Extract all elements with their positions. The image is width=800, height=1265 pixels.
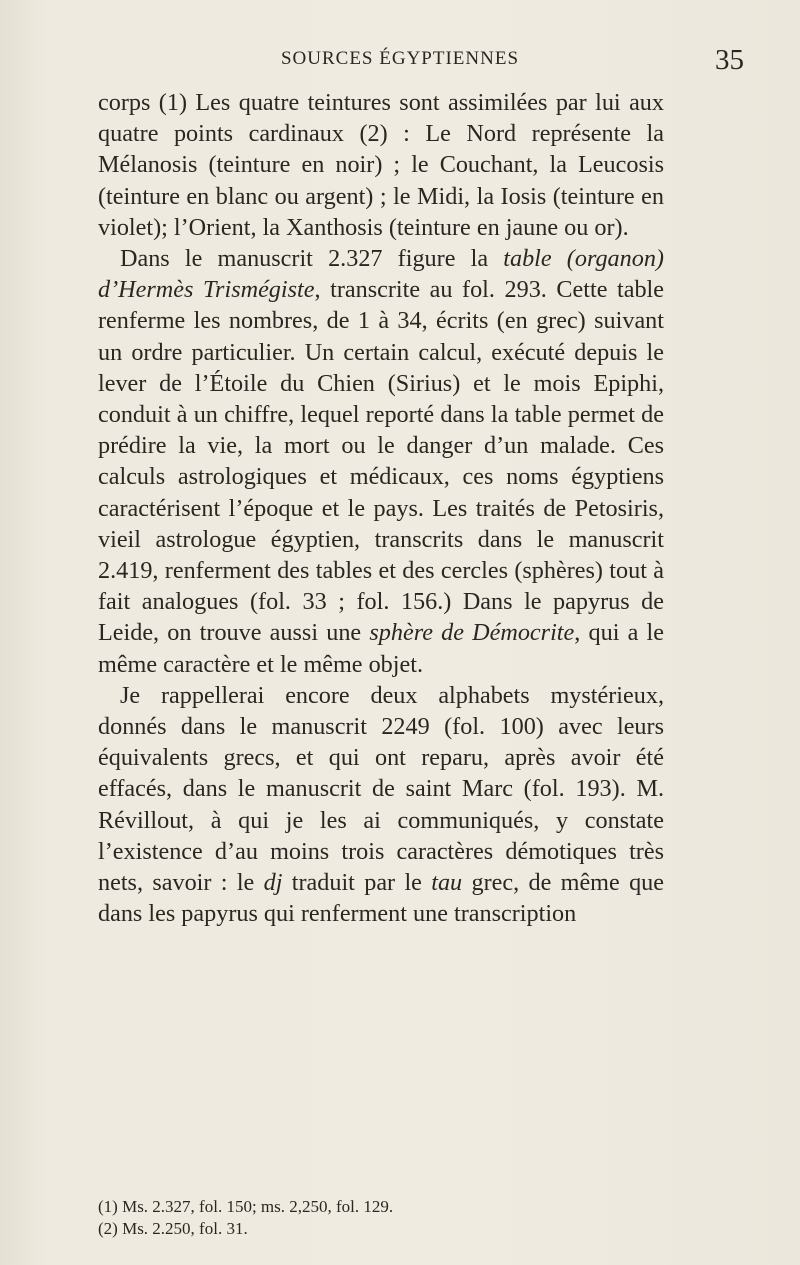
footnotes — [98, 1196, 664, 1240]
paragraph-3-text-b: traduit par le — [282, 869, 432, 897]
paragraph-3 — [98, 680, 664, 930]
running-title: SOURCES ÉGYPTIENNES — [280, 48, 520, 69]
paragraph-2-text-c: , qui a le même caractère et le même objet. — [98, 619, 664, 678]
body-text — [98, 87, 664, 929]
paragraph-3-text-c: grec, de même que dans les papyrus qui renferment une transcription — [98, 869, 664, 928]
paragraph-2 — [98, 243, 664, 680]
paragraph-3-text-a: Je rappellerai encore deux alphabets mystérieux, donnés dans le manuscrit 2249 (fol. 100) avec leurs équivalents grecs, et qui ont reparu, après avoir été effacés, dans le manuscrit de saint Marc (fol. 193). M. Révillout, à qui je les ai communiqués, y constate l’existence d’au moins trois caractères démotiques très nets, savoir : le — [98, 681, 664, 897]
paragraph-2-italic-2: sphère de Démocrite — [369, 619, 575, 647]
footnote-1: (1) Ms. 2.327, fol. 150; ms. 2,250, fol. 129. — [98, 1197, 394, 1216]
paragraph-3-italic-2: tau — [431, 869, 463, 897]
paragraph-3-italic-1: dj — [263, 869, 283, 897]
paragraph-1-text: corps (1) Les quatre teintures sont assimilées par lui aux quatre points cardinaux (2) : Le Nord représente la Mélanosis (teinture en noir) ; le Couchant, la Leucosis (teinture en blanc ou argent) ; le Midi, la Iosis (teinture en violet); l’Orient, la Xanthosis (teinture en jaune ou or). — [98, 89, 664, 241]
footnote-2: (2) Ms. 2.250, fol. 31. — [98, 1219, 248, 1238]
running-head — [60, 44, 744, 76]
paragraph-2-text-a: Dans le manuscrit 2.327 figure la — [120, 245, 504, 273]
page-number: 35 — [715, 44, 744, 76]
paragraph-1 — [98, 87, 664, 243]
paragraph-2-text-b: , transcrite au fol. 293. Cette table renferme les nombres, de 1 à 34, écrits (en grec) suivant un ordre particulier. Un certain calcul, exécuté depuis le lever de l’Étoile du Chien (Sirius) et le mois Epiphi, conduit à un chiffre, lequel reporté dans la table permet de prédire la vie, la mort ou le danger d’un malade. Ces calculs astrologiques et médicaux, ces noms égyptiens caractérisent l’époque et le pays. Les traités de Petosiris, vieil astrologue égyptien, transcrits dans le manuscrit 2.419, renferment des tables et des cercles (sphères) tout à fait analogues (fol. 33 ; fol. 156.) Dans le papyrus de Leide, on trouve aussi une — [98, 276, 664, 647]
paragraph-2-italic-1: table (organon) d’Hermès Trismégiste — [98, 245, 664, 304]
